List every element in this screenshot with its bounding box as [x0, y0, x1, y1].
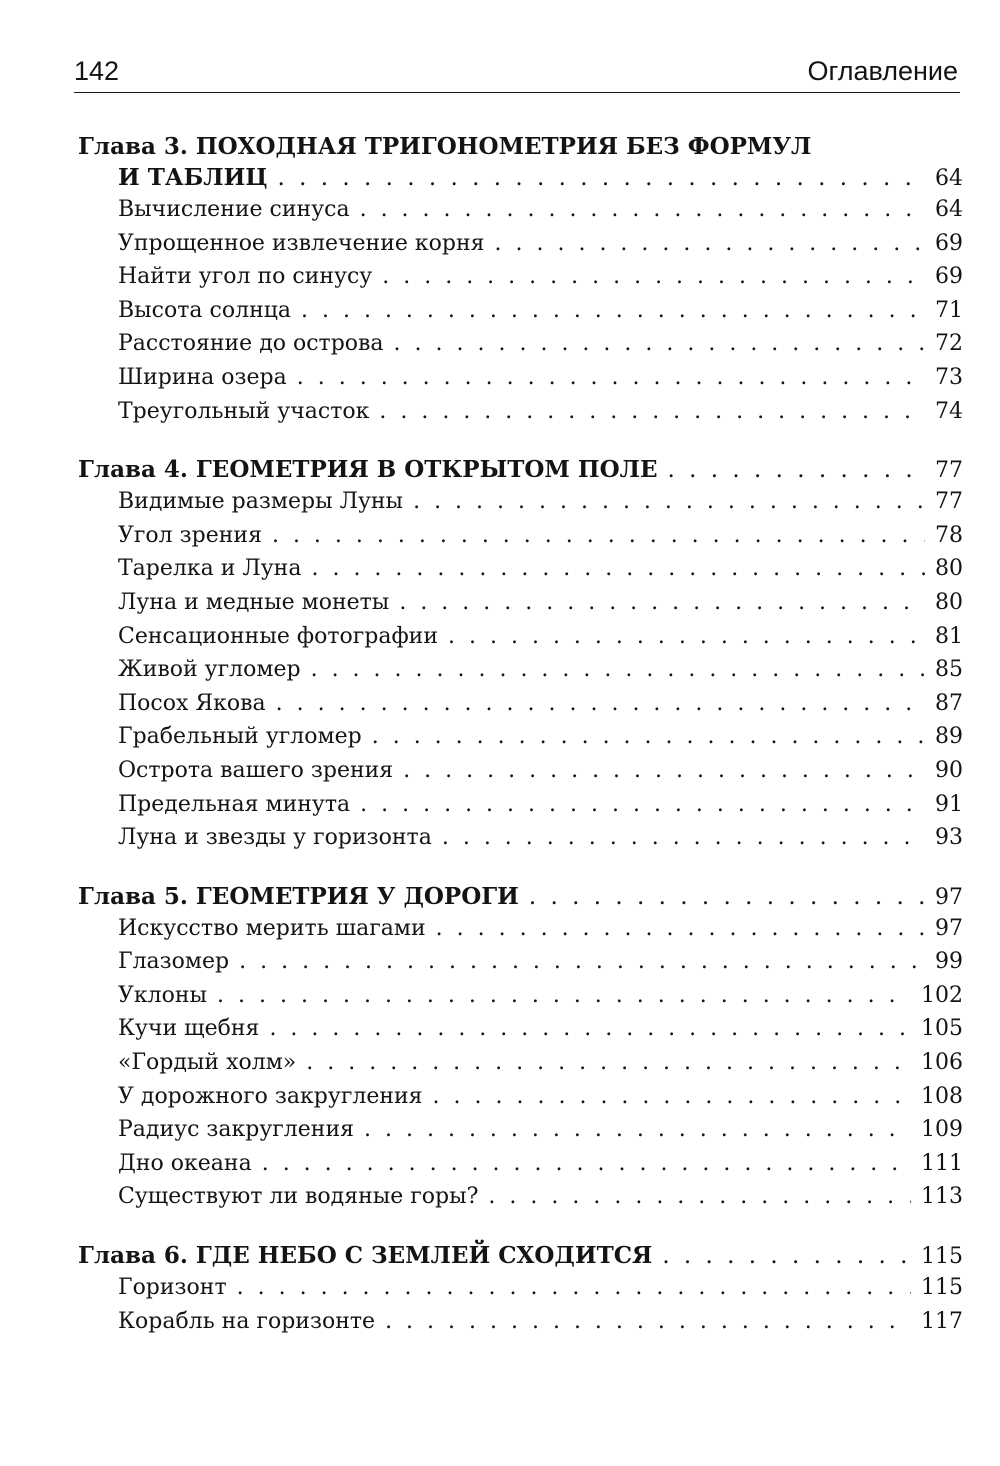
section-title: Луна и звезды у горизонта	[118, 825, 432, 851]
section-page: 81	[935, 623, 963, 649]
dot-leader	[385, 1305, 911, 1339]
toc-section[interactable]	[78, 1012, 963, 1046]
toc-section[interactable]	[78, 687, 963, 721]
section-title: Грабельный угломер	[118, 724, 362, 750]
toc-chapter-3	[78, 131, 963, 428]
toc-section[interactable]	[78, 1046, 963, 1080]
section-title: Луна и медные монеты	[118, 589, 390, 615]
section-title: Горизонт	[118, 1275, 227, 1301]
dot-leader	[394, 327, 925, 361]
section-page: 109	[921, 1117, 963, 1143]
chapter-page: 97	[935, 884, 963, 910]
section-title: Дно океана	[118, 1150, 252, 1176]
dot-leader	[311, 653, 925, 687]
toc-section[interactable]	[78, 1080, 963, 1114]
section-page: 73	[935, 364, 963, 390]
section-title: Сенсационные фотографии	[118, 623, 439, 649]
section-page: 90	[935, 757, 963, 783]
dot-leader	[269, 1012, 911, 1046]
toc-section[interactable]	[78, 586, 963, 620]
toc-section[interactable]	[78, 620, 963, 654]
chapter-entry[interactable]	[78, 881, 963, 912]
running-title: Оглавление	[807, 56, 958, 86]
section-title: Искусство мерить шагами	[118, 915, 426, 941]
dot-leader	[276, 687, 925, 721]
section-title: Упрощенное извлечение корня	[118, 230, 485, 256]
section-title: Кучи щебня	[118, 1016, 260, 1042]
chapter-title: Глава 6. ГДЕ НЕБО С ЗЕМЛЕЙ СХОДИТСЯ	[78, 1242, 653, 1270]
dot-leader	[495, 227, 925, 261]
section-page: 93	[935, 825, 963, 851]
section-page: 106	[921, 1050, 963, 1076]
toc-section[interactable]	[78, 754, 963, 788]
dot-leader	[301, 294, 925, 328]
section-title: Глазомер	[118, 949, 230, 975]
dot-leader	[372, 720, 925, 754]
toc-section[interactable]	[78, 519, 963, 553]
toc-section[interactable]	[78, 1180, 963, 1214]
dot-leader	[529, 882, 925, 913]
chapter-page: 77	[935, 458, 963, 484]
dot-leader	[237, 1271, 911, 1305]
toc-section[interactable]	[78, 720, 963, 754]
section-page: 115	[921, 1275, 963, 1301]
chapter-entry[interactable]	[78, 454, 963, 485]
section-title: Ширина озера	[118, 364, 287, 390]
section-title: Острота вашего зрения	[118, 757, 394, 783]
section-page: 105	[921, 1016, 963, 1042]
section-title: Расстояние до острова	[118, 331, 384, 357]
dot-leader	[306, 1046, 911, 1080]
dot-leader	[433, 1080, 911, 1114]
toc-section[interactable]	[78, 788, 963, 822]
dot-leader	[403, 754, 925, 788]
dot-leader	[272, 519, 925, 553]
section-page: 91	[935, 791, 963, 817]
toc-section[interactable]	[78, 227, 963, 261]
dot-leader	[448, 620, 925, 654]
section-page: 74	[935, 398, 963, 424]
section-title: Корабль на горизонте	[118, 1308, 376, 1334]
toc-section[interactable]	[78, 1271, 963, 1305]
section-title: Угол зрения	[118, 522, 262, 548]
section-page: 78	[935, 522, 963, 548]
section-page: 64	[935, 197, 963, 222]
section-page: 69	[935, 230, 963, 256]
dot-leader	[442, 821, 925, 855]
section-page: 72	[935, 331, 963, 357]
dot-leader	[488, 1180, 911, 1214]
section-page: 80	[935, 589, 963, 615]
dot-leader	[297, 361, 925, 395]
section-title: Высота солнца	[118, 297, 291, 323]
section-page: 102	[921, 982, 963, 1008]
toc-chapter-6	[78, 1240, 963, 1338]
chapter-page: 115	[921, 1244, 963, 1270]
section-page: 69	[935, 264, 963, 290]
section-title: У дорожного закругления	[118, 1083, 423, 1109]
toc-section[interactable]	[78, 361, 963, 395]
section-page: 71	[935, 297, 963, 323]
page-header	[74, 52, 960, 93]
toc-section[interactable]	[78, 912, 963, 946]
section-title: Вычисление синуса	[118, 197, 350, 222]
toc-section[interactable]	[78, 1305, 963, 1339]
dot-leader	[413, 485, 925, 519]
section-page: 99	[935, 949, 963, 975]
chapter-entry[interactable]	[78, 162, 963, 193]
chapter-page: 64	[935, 166, 963, 191]
chapter-title: Глава 4. ГЕОМЕТРИЯ В ОТКРЫТОМ ПОЛЕ	[78, 456, 658, 484]
toc-chapter-4	[78, 454, 963, 855]
table-of-contents	[78, 131, 963, 1338]
section-page: 77	[935, 489, 963, 515]
dot-leader	[360, 788, 925, 822]
section-page: 80	[935, 556, 963, 582]
section-page: 108	[921, 1083, 963, 1109]
toc-section[interactable]	[78, 294, 963, 328]
section-page: 113	[921, 1184, 963, 1210]
toc-chapter-5	[78, 881, 963, 1214]
dot-leader	[436, 912, 925, 946]
chapter-title-line: И ТАБЛИЦ	[118, 164, 268, 191]
dot-leader	[667, 455, 925, 486]
section-title: Существуют ли водяные горы?	[118, 1184, 479, 1210]
toc-section[interactable]	[78, 552, 963, 586]
dot-leader	[379, 395, 925, 429]
dot-leader	[278, 163, 925, 194]
chapter-title: Глава 5. ГЕОМЕТРИЯ У ДОРОГИ	[78, 882, 519, 910]
toc-section[interactable]	[78, 653, 963, 687]
section-title: Радиус закругления	[118, 1117, 355, 1143]
section-title: Тарелка и Луна	[118, 556, 302, 582]
chapter-title-line[interactable]: Глава 3. ПОХОДНАЯ ТРИГОНОМЕТРИЯ БЕЗ ФОРМУЛ	[78, 133, 812, 160]
section-page: 111	[921, 1150, 963, 1176]
page-number: 142	[74, 56, 120, 86]
section-page: 89	[935, 724, 963, 750]
section-page: 117	[921, 1308, 963, 1334]
section-title: Посох Якова	[118, 690, 266, 716]
toc-section[interactable]	[78, 193, 963, 227]
section-title: Живой угломер	[118, 657, 301, 683]
dot-leader	[662, 1241, 911, 1272]
toc-section[interactable]	[78, 1113, 963, 1147]
dot-leader	[217, 979, 911, 1013]
toc-section[interactable]	[78, 979, 963, 1013]
section-page: 85	[935, 657, 963, 683]
dot-leader	[311, 552, 925, 586]
section-title: Предельная минута	[118, 791, 351, 817]
section-title: Найти угол по синусу	[118, 264, 373, 290]
dot-leader	[262, 1147, 911, 1181]
toc-section[interactable]	[78, 485, 963, 519]
section-title: Уклоны	[118, 982, 208, 1008]
section-page: 97	[935, 915, 963, 941]
dot-leader	[360, 193, 925, 227]
toc-section[interactable]	[78, 945, 963, 979]
toc-section[interactable]	[78, 821, 963, 855]
dot-leader	[239, 945, 925, 979]
chapter-entry[interactable]	[78, 1240, 963, 1271]
section-title: «Гордый холм»	[118, 1050, 297, 1076]
section-page: 87	[935, 690, 963, 716]
toc-section[interactable]	[78, 1147, 963, 1181]
dot-leader	[399, 586, 925, 620]
section-title: Треугольный участок	[118, 398, 370, 424]
dot-leader	[382, 260, 925, 294]
toc-section[interactable]	[78, 327, 963, 361]
toc-section[interactable]	[78, 260, 963, 294]
dot-leader	[364, 1113, 911, 1147]
toc-section[interactable]	[78, 395, 963, 429]
section-title: Видимые размеры Луны	[118, 489, 404, 515]
